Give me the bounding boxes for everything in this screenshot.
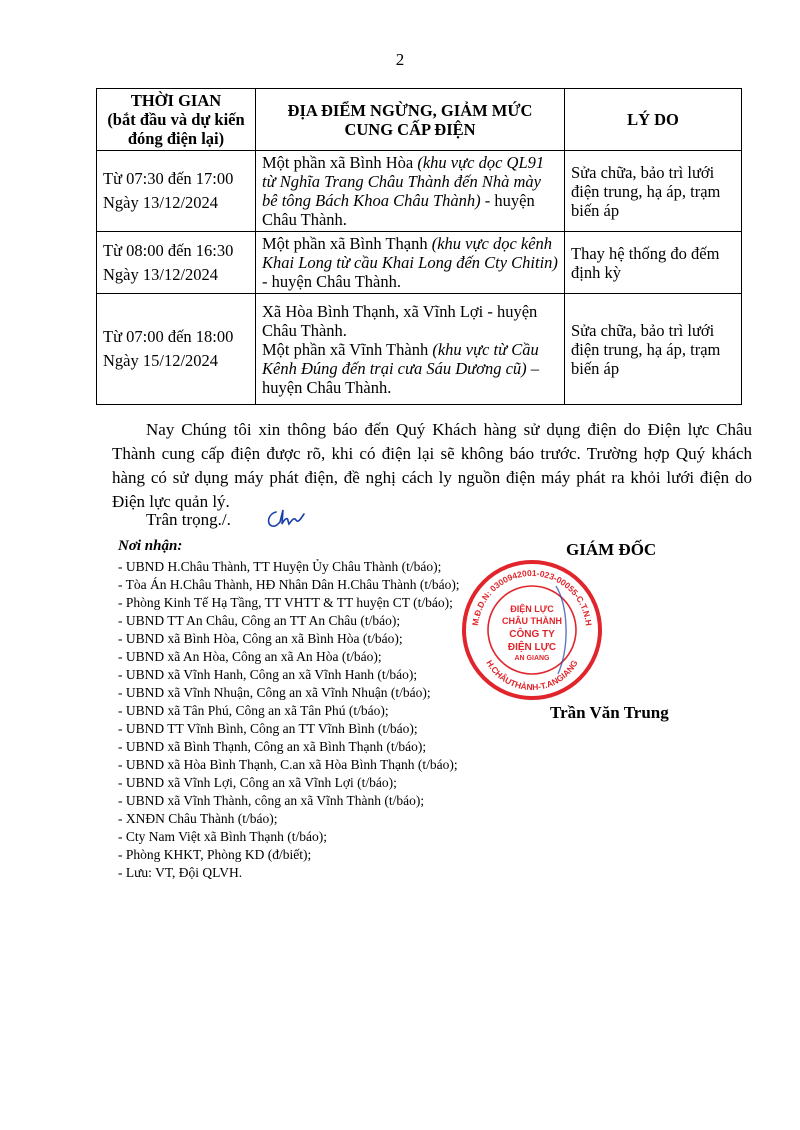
table-header-row xyxy=(97,89,742,151)
list-item: - UBND xã Tân Phú, Công an xã Tân Phú (t/báo); xyxy=(118,703,389,718)
list-item: - UBND H.Châu Thành, TT Huyện Ủy Châu Thành (t/báo); xyxy=(118,559,442,574)
recipients-list xyxy=(118,558,460,882)
closing-text: Trân trọng./. xyxy=(146,510,231,529)
seal-line-2: CHÂU THÀNH xyxy=(502,616,562,626)
seal-line-3: CÔNG TY xyxy=(509,629,555,640)
notice-paragraph: Nay Chúng tôi xin thông báo đến Quý Khách hàng sử dụng điện do Điện lực Châu Thành cung cấp điện được rõ, khi có điện lại sẽ không báo trước. Trường hợp Quý khách hàng có sử dụng máy phát điện, đề nghị cách ly nguồn điện máy phát ra khỏi lưới điện do Điện lực quản lý. xyxy=(112,420,752,511)
list-item: - UBND TT An Châu, Công an TT An Châu (t/báo); xyxy=(118,613,401,628)
header-reason: LÝ DO xyxy=(565,89,742,151)
seal-line-1: ĐIỆN LỰC xyxy=(510,604,554,614)
seal-line-4: ĐIỆN LỰC xyxy=(507,642,557,653)
recipients-title: Nơi nhận: xyxy=(118,538,183,554)
initials-signature xyxy=(262,504,306,534)
table-row xyxy=(97,151,742,232)
reason-cell: Sửa chữa, bảo trì lưới điện trung, hạ áp, trạm biến áp xyxy=(565,151,742,232)
outage-schedule-table xyxy=(96,88,742,405)
location-cell: Một phần xã Bình Thạnh (khu vực dọc kênh Khai Long từ cầu Khai Long đến Cty Chitin) - huyện Châu Thành. xyxy=(256,232,565,294)
location-cell: Xã Hòa Bình Thạnh, xã Vĩnh Lợi - huyện Châu Thành. Một phần xã Vĩnh Thành (khu vực từ Cầu Kênh Đúng đến trại cưa Sáu Dương cũ) – huyện Châu Thành. xyxy=(256,294,565,405)
header-time: THỜI GIAN (bắt đầu và dự kiến đóng điện lại) xyxy=(97,89,256,151)
list-item: - UBND xã Vĩnh Lợi, Công an xã Vĩnh Lợi (t/báo); xyxy=(118,775,397,790)
time-cell: Từ 07:30 đến 17:00 Ngày 13/12/2024 xyxy=(97,151,256,232)
page-number: 2 xyxy=(395,50,405,69)
list-item: - UBND xã Hòa Bình Thạnh, C.an xã Hòa Bình Thạnh (t/báo); xyxy=(118,757,458,772)
list-item: - UBND xã Bình Hòa, Công an xã Bình Hòa (t/báo); xyxy=(118,631,403,646)
time-cell: Từ 07:00 đến 18:00 Ngày 15/12/2024 xyxy=(97,294,256,405)
list-item: - UBND TT Vĩnh Bình, Công an TT Vĩnh Bình (t/báo); xyxy=(118,721,418,736)
table-row xyxy=(97,232,742,294)
seal-line-5: AN GIANG xyxy=(514,655,550,662)
seal-ring-bottom: H.CHÂUTHÀNH-T.ANGIANG xyxy=(484,658,580,693)
signature-title: GIÁM ĐỐC xyxy=(566,540,657,559)
signer-name: Trần Văn Trung xyxy=(550,703,669,722)
time-cell: Từ 08:00 đến 16:30 Ngày 13/12/2024 xyxy=(97,232,256,294)
reason-cell: Thay hệ thống đo đếm định kỳ xyxy=(565,232,742,294)
reason-cell: Sửa chữa, bảo trì lưới điện trung, hạ áp, trạm biến áp xyxy=(565,294,742,405)
table-row xyxy=(97,294,742,405)
list-item: - Phòng Kinh Tế Hạ Tầng, TT VHTT & TT huyện CT (t/báo); xyxy=(118,595,453,610)
list-item: - XNĐN Châu Thành (t/báo); xyxy=(118,811,278,826)
company-seal xyxy=(458,556,606,704)
list-item: - UBND xã An Hòa, Công an xã An Hòa (t/báo); xyxy=(118,649,382,664)
location-cell: Một phần xã Bình Hòa (khu vực dọc QL91 từ Nghĩa Trang Châu Thành đến Nhà mày bê tông Bách Khoa Châu Thành) - huyện Châu Thành. xyxy=(256,151,565,232)
list-item: - UBND xã Vĩnh Nhuận, Công an xã Vĩnh Nhuận (t/báo); xyxy=(118,685,431,700)
list-item: - UBND xã Vĩnh Thành, công an xã Vĩnh Thành (t/báo); xyxy=(118,793,425,808)
list-item: - UBND xã Bình Thạnh, Công an xã Bình Thạnh (t/báo); xyxy=(118,739,427,754)
seal-ring-top: M.Đ.D.N: 0300942001-023-00055-C.T.N.H xyxy=(470,567,594,627)
list-item: - UBND xã Vĩnh Hanh, Công an xã Vĩnh Hanh (t/báo); xyxy=(118,667,418,682)
list-item: - Lưu: VT, Đội QLVH. xyxy=(118,865,243,880)
header-location: ĐỊA ĐIỂM NGỪNG, GIẢM MỨC CUNG CẤP ĐIỆN xyxy=(256,89,565,151)
list-item: - Phòng KHKT, Phòng KD (đ/biết); xyxy=(118,847,312,862)
list-item: - Cty Nam Việt xã Bình Thạnh (t/báo); xyxy=(118,829,328,844)
list-item: - Tòa Án H.Châu Thành, HĐ Nhân Dân H.Châu Thành (t/báo); xyxy=(118,577,460,592)
